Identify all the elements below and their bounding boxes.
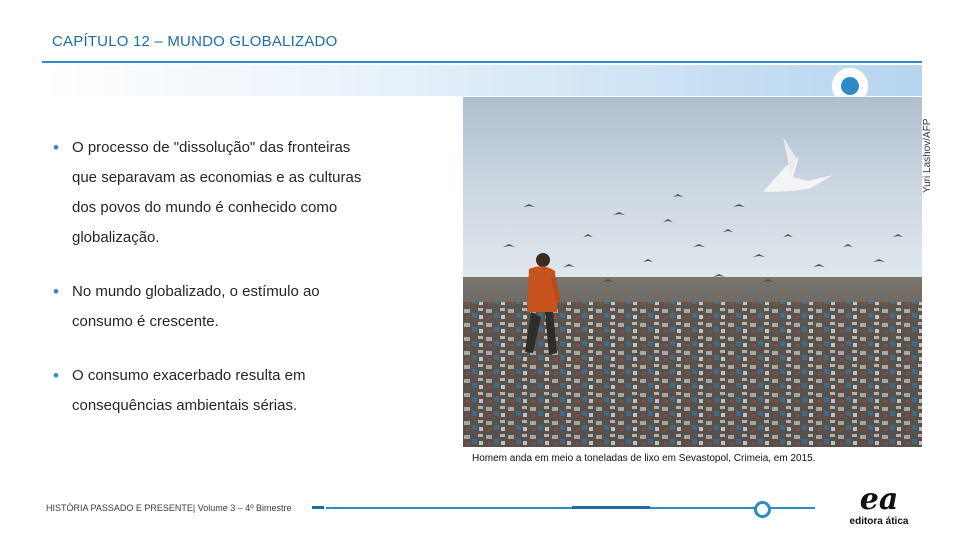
bullet-line: No mundo globalizado, o estímulo ao <box>72 283 320 300</box>
bullet-item <box>52 133 452 253</box>
landfill-photo-illustration <box>463 97 922 447</box>
bullet-line: que separavam as economias e as culturas <box>72 169 362 186</box>
footer-circle-icon <box>754 501 771 518</box>
bullet-line: O processo de "dissolução" das fronteiras <box>72 139 351 156</box>
footer-line-accent <box>312 506 324 509</box>
page-title: CAPÍTULO 12 – MUNDO GLOBALIZADO <box>52 33 338 50</box>
landfill-photo <box>463 97 922 447</box>
bullet-line: consequências ambientais sérias. <box>72 397 298 414</box>
bullet-item <box>52 277 452 337</box>
bullet-line: dos povos do mundo é conhecido como <box>72 199 338 216</box>
bullet-marker: • <box>53 282 59 301</box>
header-circle-dot <box>841 77 859 95</box>
header-gradient-band <box>42 65 922 96</box>
footer-line-highlight <box>572 506 650 509</box>
bullet-line: consumo é crescente. <box>72 313 219 330</box>
bullet-marker: • <box>53 366 59 385</box>
photo-credit: Yuri Lashov/AFP <box>922 118 933 193</box>
footer-line <box>326 507 756 509</box>
footer-text: HISTÓRIA PASSADO E PRESENTE| Volume 3 – 4º Bimestre <box>46 503 292 513</box>
bullet-marker: • <box>53 138 59 157</box>
bullet-line: globalização. <box>72 229 160 246</box>
bullet-line: O consumo exacerbado resulta em <box>72 367 306 384</box>
ea-logo-icon <box>846 482 912 516</box>
bullet-list <box>52 133 452 445</box>
publisher-logo <box>846 482 912 530</box>
header-divider <box>42 61 922 63</box>
bullet-item <box>52 361 452 421</box>
logo-mark: ea <box>859 482 899 516</box>
footer-line-right <box>770 507 815 509</box>
photo-caption: Homem anda em meio a toneladas de lixo em Sevastopol, Crimeia, em 2015. <box>472 453 816 464</box>
publisher-logo-text: editora ática <box>849 516 909 527</box>
